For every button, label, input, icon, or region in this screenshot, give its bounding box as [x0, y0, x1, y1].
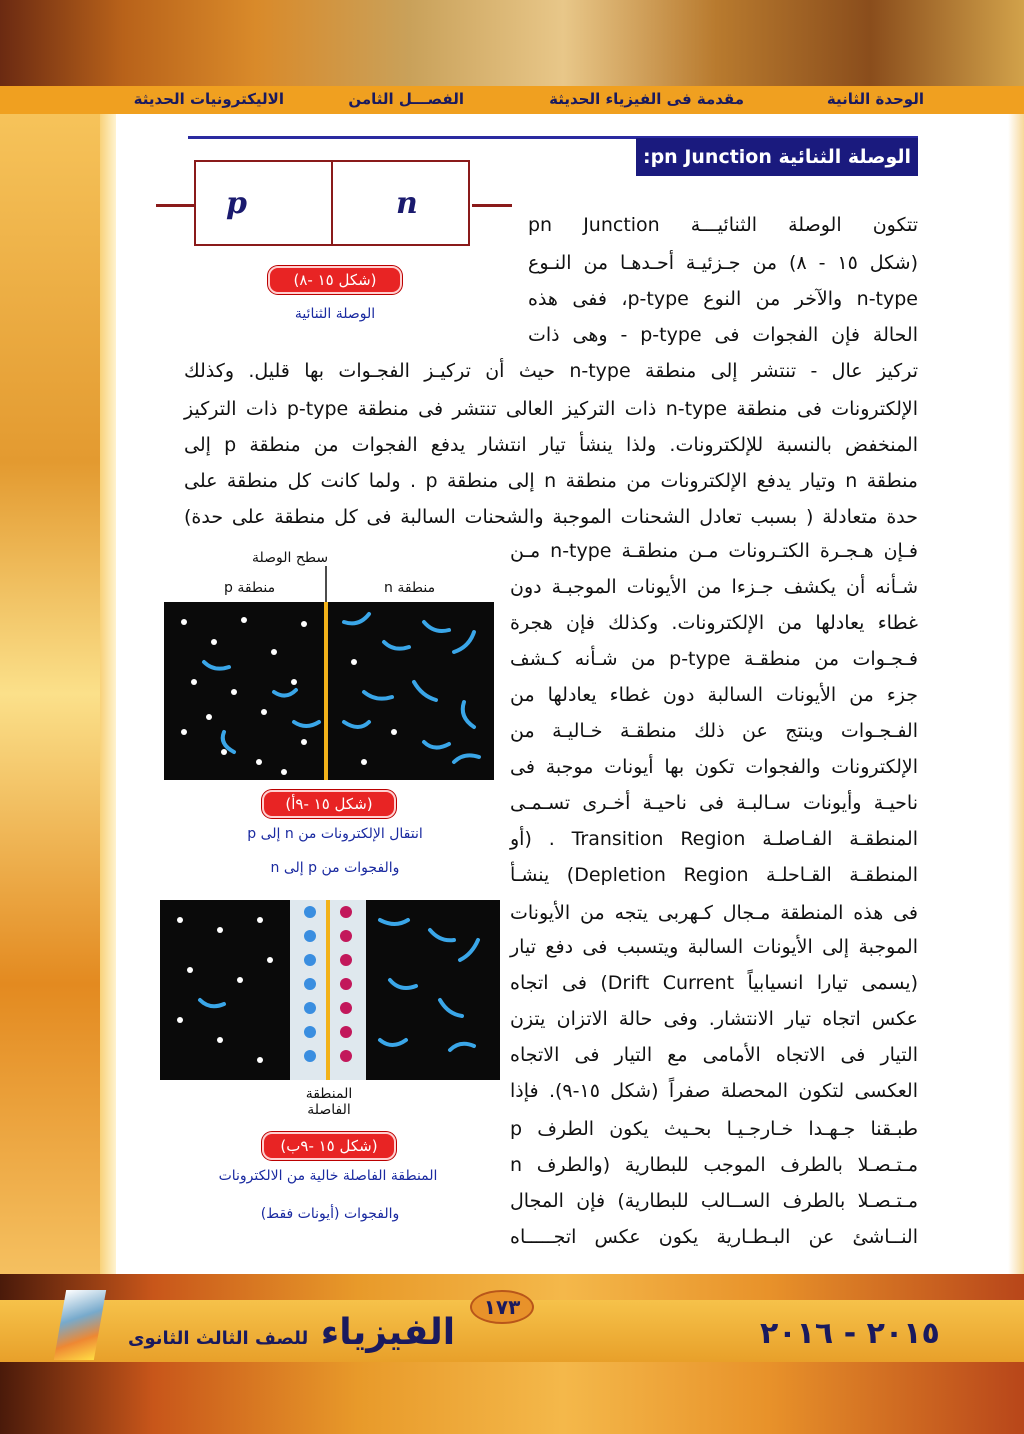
paragraph-line: مـتـصـلا بالطرف الموجب للبطارية (والطرف n	[510, 1154, 918, 1176]
paragraph-line: المنطقـة الفـاصلـة Transition Region . (أو	[510, 828, 919, 850]
figure-8-number: (شكل ١٥ -٨)	[268, 266, 402, 294]
paragraph-line: منطقة n وتيار يدفع الإلكترونات من منطقة n إلى منطقة p . ولما كانت كل منطقة على	[184, 470, 918, 492]
depletion-region-label: المنطقة الفاصلة	[305, 1086, 353, 1118]
n-label: n	[396, 186, 418, 221]
paragraph-line: مـتـصـلا بالطرف الســالب للبطارية) فإن المجال	[510, 1190, 918, 1212]
figure-9b-caption-line2: والفجوات (أيونات فقط)	[260, 1206, 400, 1222]
top-banner-image	[0, 0, 1024, 86]
paragraph-line: المنخفض بالنسبة للإلكترونات. ولذا ينشأ تيار انتشار يدفع الفجوات من منطقة p إلى	[184, 434, 919, 456]
paragraph-line: العكسى لتكون المحصلة صفراً (شكل ١٥-٩). فإذا	[510, 1080, 918, 1102]
left-decoration-inner	[100, 114, 116, 1274]
paragraph-line: عكس اتجاه تيار الانتشار. وفى حالة الاتزان يتزن	[510, 1008, 918, 1030]
n-region-label: منطقة n	[384, 580, 436, 596]
p-region-label: منطقة p	[224, 580, 276, 596]
paragraph-line: ناحيـة وأيونات سـالبـة فى ناحيـة أخـرى تسـمـى	[510, 792, 918, 814]
section-title: الوصلة الثنائية pn Junction:	[636, 138, 918, 176]
header-topic: مقدمة فى الفيزياء الحديثة	[549, 90, 744, 108]
diffusion-figure	[164, 602, 494, 780]
figure-9b-number: (شكل ١٥ -٩ب)	[262, 1132, 396, 1160]
paragraph-line: شـأنه أن يكشف جـزءا من الأيونات الموجبـة دون	[510, 576, 918, 598]
figure-9a-caption-line1: انتقال الإلكترونات من n إلى p	[247, 826, 423, 842]
junction-pointer-icon	[322, 566, 330, 606]
p-label: p	[226, 186, 247, 221]
paragraph-line: النــاشئ عن البـطـارية يكون عكس اتجـــــاه	[510, 1226, 918, 1248]
paragraph-line: فـإن هـجـرة الكتـرونات مـن منطقـة n-type مـن	[510, 540, 918, 562]
paragraph-line: تركيز عال - تنتشر إلى منطقة n-type حيث أن تركيـز الفجـوات بها قليل. وكذلك	[184, 360, 918, 382]
paragraph-line: التيار فى الاتجاه الأمامى مع التيار فى الاتجاه	[510, 1044, 918, 1066]
paragraph-line: الحالة فإن الفجوات فى p-type - وهى ذات	[528, 324, 918, 346]
figure-9b-caption-line1: المنطقة الفاصلة خالية من الالكترونات	[218, 1168, 438, 1184]
header-chapter: الفصـــل الثامن	[348, 90, 464, 108]
school-year: ٢٠١٥ - ٢٠١٦	[760, 1316, 940, 1351]
paragraph-line: المنطقـة القـاحلـة Depletion Region) ينشـأ	[510, 864, 918, 886]
paragraph-line: الموجبة إلى الأيونات السالبة ويتسبب فى دفع تيار	[510, 936, 918, 958]
paragraph-line: جزء من الأيونات السالبة دون غطاء يعادلها من	[510, 684, 918, 706]
paragraph-line: حدة متعادلة ( بسبب تعادل الشحنات الموجبة والشحنات السالبة فى كل منطقة على حدة)	[184, 506, 918, 528]
right-decoration	[1008, 114, 1024, 1274]
paragraph-line: فى هذه المنطقة مـجال كـهربى يتجه من الأيونات	[510, 902, 918, 924]
header-chapter-title: الاليكترونيات الحديثة	[133, 90, 284, 108]
book-title-main: الفيزياء	[320, 1312, 456, 1353]
left-decoration	[0, 114, 100, 1274]
pn-divider	[331, 160, 333, 246]
paragraph-line: (شكل ١٥ - ٨) من جـزئيـة أحـدهـا من النـوع	[528, 252, 919, 274]
paragraph-line: غطاء يعادلها من الإلكترونات. وكذلك فإن هجرة	[510, 612, 918, 634]
paragraph-line: الإلكترونات فى منطقة n-type ذات التركيز العالى تنتشر فى منطقة p-type ذات التركيز	[184, 398, 918, 420]
pn-lead-left	[156, 204, 194, 207]
depletion-figure	[160, 900, 500, 1080]
header-unit: الوحدة الثانية	[826, 90, 924, 108]
paragraph-line: (يسمى تيارا انسيابياً Drift Current) فى اتجاه	[510, 972, 918, 994]
book-title	[128, 1312, 455, 1353]
paragraph-line: n-type والآخر من النوع p-type، ففى هذه	[528, 288, 918, 310]
paragraph-line: فـجـوات من منطقـة p-type من شـأنه كـشف	[510, 648, 918, 670]
page-number: ١٧٣	[470, 1290, 534, 1324]
figure-9a-caption-line2: والفجوات من p إلى n	[270, 860, 400, 876]
running-header	[0, 86, 1024, 114]
figure-8-caption: الوصلة الثنائية	[294, 306, 376, 322]
paragraph-line: الإلكترونات والفجوات تكون بها أيونات موجبة فى	[510, 756, 918, 778]
junction-surface-label: سطح الوصلة	[252, 550, 329, 566]
figure-9a-number: (شكل ١٥ -٩أ)	[262, 790, 396, 818]
paragraph-line: الفـجـوات وينتج عن ذلك منطقـة خـاليـة من	[510, 720, 918, 742]
paragraph-line: طبـقنا جـهـدا خـارجـيـا بحـيث يكون الطرف p	[510, 1118, 918, 1140]
pn-lead-right	[472, 204, 512, 207]
book-subtitle: للصف الثالث الثانوى	[128, 1328, 309, 1349]
paragraph-line: تتكون الوصلة الثنائيـــة pn Junction	[528, 214, 918, 236]
